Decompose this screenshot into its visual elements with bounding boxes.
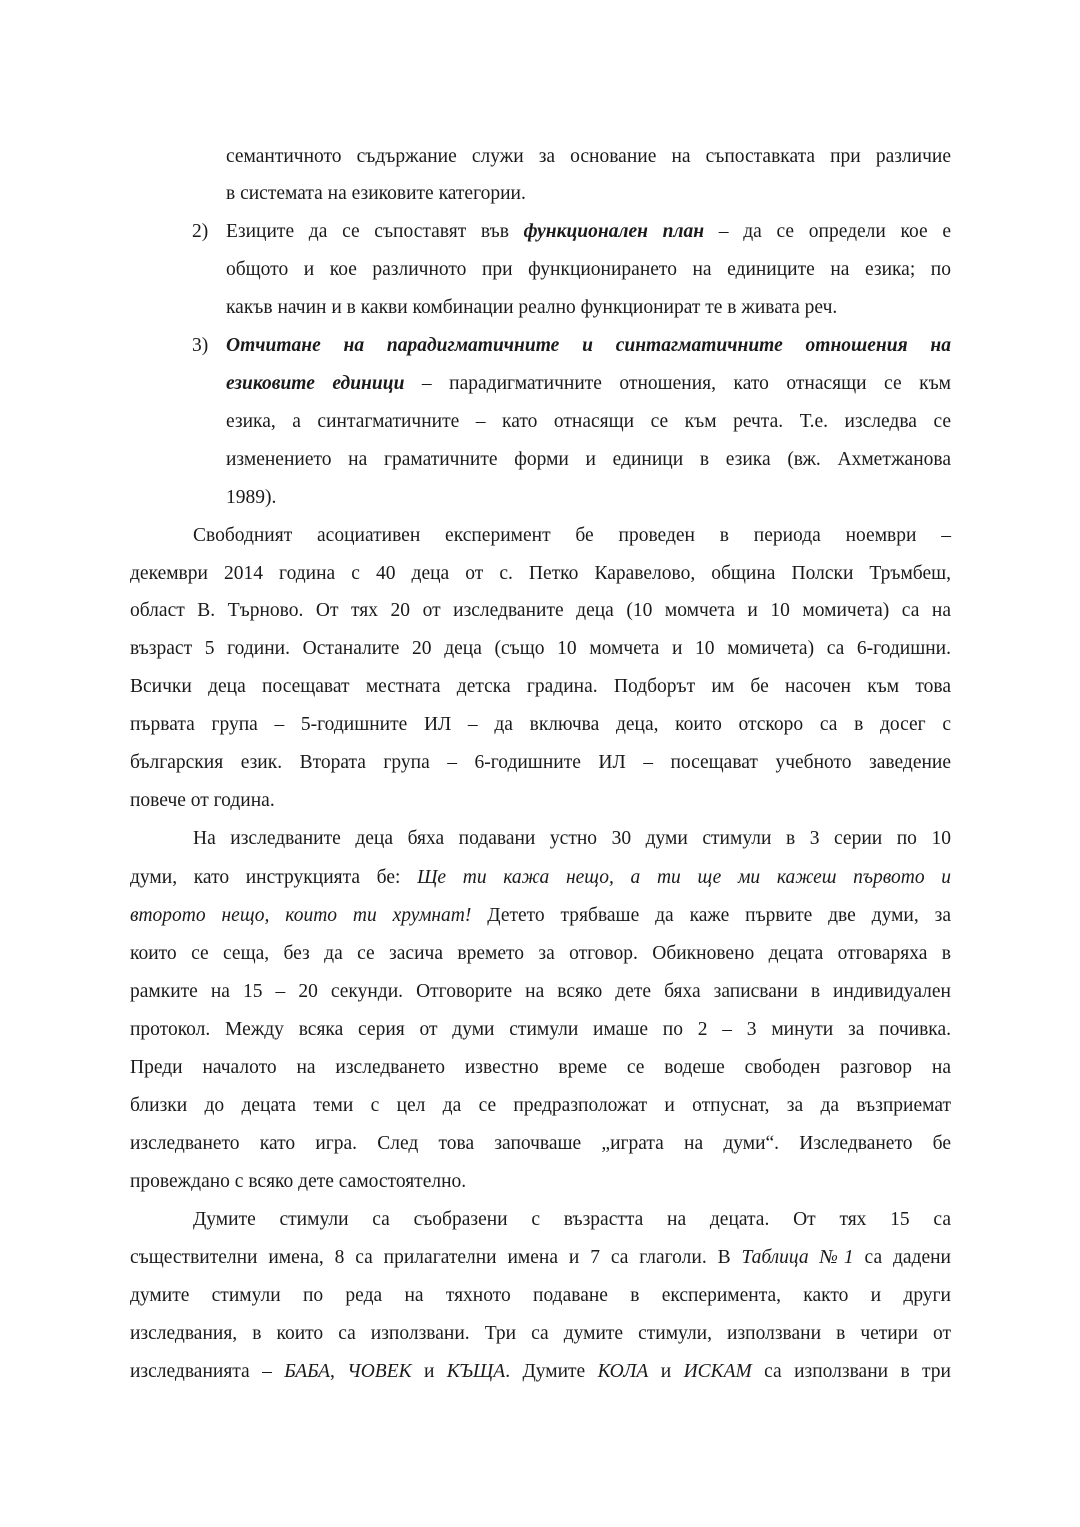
text-line — [193, 524, 951, 548]
text-run: Свободният асоциативен експеримент бе проведен в периода ноември – — [193, 525, 951, 546]
text-run: общото и кое различното при функционирането на единиците на езика; по — [226, 259, 951, 280]
text-run: близки до децата теми с цел да се предразположат и отпуснат, за да възприемат — [130, 1095, 951, 1116]
text-line — [226, 372, 951, 396]
text-run: първата група – 5-годишните ИЛ – да включва деца, които отскоро са в досег с — [130, 714, 951, 735]
text-line — [226, 448, 951, 472]
text-line — [193, 827, 951, 851]
text-line — [130, 980, 951, 1004]
text-run: – парадигматичните отношения, като отнасящи се към — [404, 373, 951, 394]
text-line — [226, 145, 951, 169]
text-run: второто нещо, които ти хрумнат! — [130, 905, 472, 926]
text-run: които се сеща, без да се засича времето за отговор. Обикновено децата отговаряха в — [130, 943, 951, 964]
text-line — [130, 751, 951, 775]
text-line — [130, 789, 951, 813]
text-line — [130, 942, 951, 966]
text-run: изследванията – — [130, 1361, 285, 1382]
text-line — [226, 486, 951, 510]
text-run: област В. Търново. От тях 20 от изследваните деца (10 момчета и 10 момичета) са на — [130, 600, 951, 621]
text-run: думи, като инструкцията бе: — [130, 867, 418, 888]
text-run: КОЛА — [597, 1361, 649, 1382]
text-run: и — [411, 1361, 447, 1382]
text-line — [226, 410, 951, 434]
text-run: са използвани в три — [751, 1361, 951, 1382]
text-line — [130, 1360, 951, 1384]
text-line — [130, 562, 951, 586]
text-line — [226, 296, 951, 320]
text-line — [130, 1018, 951, 1042]
text-run: рамките на 15 – 20 секунди. Отговорите на всяко дете бяха записвани в индивидуален — [130, 981, 951, 1002]
text-line — [130, 866, 951, 890]
text-line — [226, 220, 951, 244]
text-run: декември 2014 година с 40 деца от с. Петко Каравелово, община Полски Тръмбеш, — [130, 563, 951, 584]
text-line — [130, 1322, 951, 1346]
text-line — [226, 334, 951, 358]
text-run: думите стимули по реда на тяхното подаване в експеримента, както и други — [130, 1285, 951, 1306]
text-run: са дадени — [853, 1247, 951, 1268]
text-line — [226, 182, 951, 206]
text-run: семантичното съдържание служи за основание на съпоставката при различие — [226, 146, 951, 167]
text-line — [130, 1284, 951, 1308]
text-run: – да се определи кое е — [704, 221, 952, 242]
text-line — [130, 675, 951, 699]
text-run: какъв начин и в какви комбинации реално функционират те в живата реч. — [226, 297, 838, 318]
text-line — [130, 1056, 951, 1080]
text-run: в системата на езиковите категории. — [226, 183, 526, 204]
list-marker: 3) — [192, 335, 209, 356]
text-run: изменението на граматичните форми и единици в езика (вж. Ахметжанова — [226, 449, 951, 470]
text-run: повече от година. — [130, 790, 275, 811]
text-run: езиковите единици — [226, 373, 405, 394]
text-run: . Думите — [505, 1361, 598, 1382]
text-run: Езиците да се съпоставят във — [226, 221, 524, 242]
text-run: изследването като игра. След това започваше „играта на думи“. Изследването бе — [130, 1133, 951, 1154]
text-line — [130, 1094, 951, 1118]
text-run: езика, а синтагматичните – като отнасящи се към речта. Т.е. изследва се — [226, 411, 951, 432]
text-run: БАБА — [284, 1361, 331, 1382]
text-line — [130, 599, 951, 623]
text-run: КЪЩА — [446, 1361, 506, 1382]
text-run: 1989). — [226, 487, 277, 508]
text-run: Думите стимули са съобразени с възрастта на децата. От тях 15 са — [193, 1209, 951, 1230]
text-line — [130, 637, 951, 661]
text-line — [226, 258, 951, 282]
text-line — [130, 1132, 951, 1156]
text-run: , — [330, 1361, 348, 1382]
text-run: провеждано с всяко дете самостоятелно. — [130, 1171, 467, 1192]
text-line — [130, 1170, 951, 1194]
text-line — [130, 904, 951, 928]
text-run: Детето трябваше да каже първите две думи, за — [471, 905, 951, 926]
text-line — [130, 1246, 951, 1270]
text-run: Ще ти кажа нещо, а ти ще ми кажеш първото и — [417, 867, 951, 888]
text-run: Отчитане на парадигматичните и синтагматичните отношения на — [226, 335, 951, 356]
text-run: функционален план — [523, 221, 705, 242]
text-run: съществителни имена, 8 са прилагателни имена и 7 са глаголи. В — [130, 1247, 742, 1268]
text-run: българския език. Втората група – 6-годишните ИЛ – посещават учебното заведение — [130, 752, 951, 773]
text-run: изследвания, в които са използвани. Три са думите стимули, използвани в четири от — [130, 1323, 951, 1344]
text-run: На изследваните деца бяха подавани устно 30 думи стимули в 3 серии по 10 — [193, 828, 951, 849]
text-run: Всички деца посещават местната детска градина. Подборът им бе насочен към това — [130, 676, 951, 697]
text-run: Преди началото на изследването известно време се водеше свободен разговор на — [130, 1057, 951, 1078]
text-run: възраст 5 години. Останалите 20 деца (също 10 момчета и 10 момичета) са 6-годишни. — [130, 638, 951, 659]
text-run: Таблица №1 — [741, 1247, 854, 1268]
text-line — [193, 1208, 951, 1232]
text-run: и — [648, 1361, 684, 1382]
text-run: протокол. Между всяка серия от думи стимули имаше по 2 – 3 минути за почивка. — [130, 1019, 951, 1040]
text-run: ЧОВЕК — [347, 1361, 412, 1382]
list-marker: 2) — [192, 221, 209, 242]
text-run: ИСКАМ — [683, 1361, 752, 1382]
text-line — [130, 713, 951, 737]
